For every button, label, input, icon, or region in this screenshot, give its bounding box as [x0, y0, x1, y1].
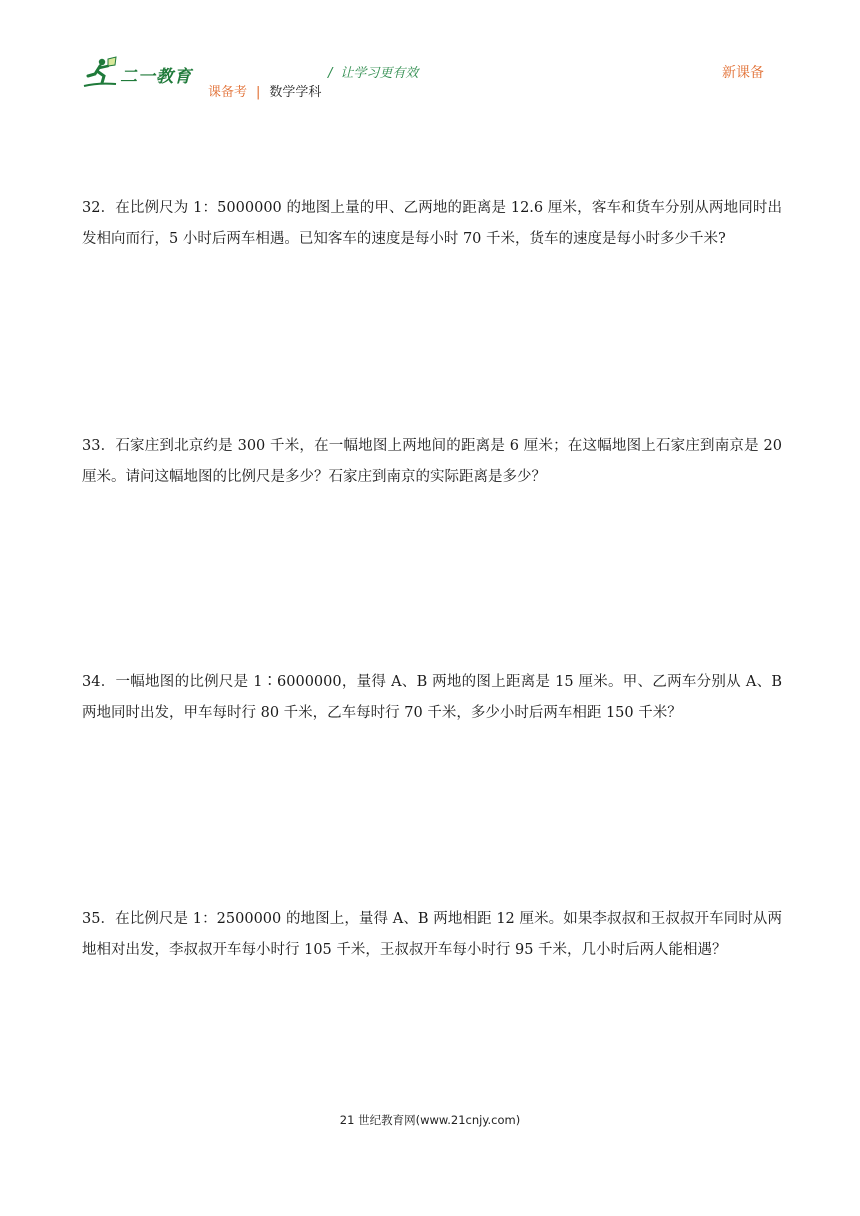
logo-text: 二一教育 [120, 67, 192, 87]
question-number: 34． [82, 674, 116, 690]
brand-logo [82, 56, 192, 90]
page-footer: 21 世纪教育网(www.21cnjy.com) [339, 1113, 521, 1127]
question-35 [82, 904, 782, 966]
question-text: 一幅地图的比例尺是 1∶6000000，量得 A、B 两地的图上距离是 15 厘米。甲、乙两车分别从 A、B 两地同时出发，甲车每时行 80 千米，乙车每时行 70 千米，多少小时后两车相距 150 千米？ [82, 674, 782, 721]
page-header [0, 0, 860, 110]
question-33 [82, 431, 782, 493]
slogan-text: 让学习更有效 [340, 66, 419, 81]
brand-right-label: 新课备 [722, 65, 764, 81]
question-number: 35． [82, 911, 116, 927]
course-subject: 数学学科 [269, 85, 322, 100]
question-text: 石家庄到北京约是 300 千米，在一幅地图上两地间的距离是 6 厘米；在这幅地图上石家庄到南京是 20 厘米。请问这幅地图的比例尺是多少？石家庄到南京的实际距离是多少？ [82, 438, 782, 485]
slogan [328, 62, 418, 81]
course-label: 课备考 [208, 85, 248, 100]
question-number: 33． [82, 438, 116, 454]
slogan-slash: / [328, 66, 333, 81]
course-line [208, 81, 321, 100]
question-32 [82, 193, 782, 255]
question-text: 在比例尺是 1：2500000 的地图上，量得 A、B 两地相距 12 厘米。如果李叔叔和王叔叔开车同时从两地相对出发，李叔叔开车每小时行 105 千米，王叔叔开车每小时行 95 千米，几小时后两人能相遇？ [82, 911, 782, 958]
question-text: 在比例尺为 1：5000000 的地图上量的甲、乙两地的距离是 12.6 厘米，客车和货车分别从两地同时出发相向而行，5 小时后两车相遇。已知客车的速度是每小时 70 千米，货车的速度是每小时多少千米? [82, 200, 782, 247]
runner-logo-icon [82, 56, 118, 90]
question-34 [82, 667, 782, 729]
question-number: 32． [82, 200, 116, 216]
course-separator: | [256, 85, 261, 100]
